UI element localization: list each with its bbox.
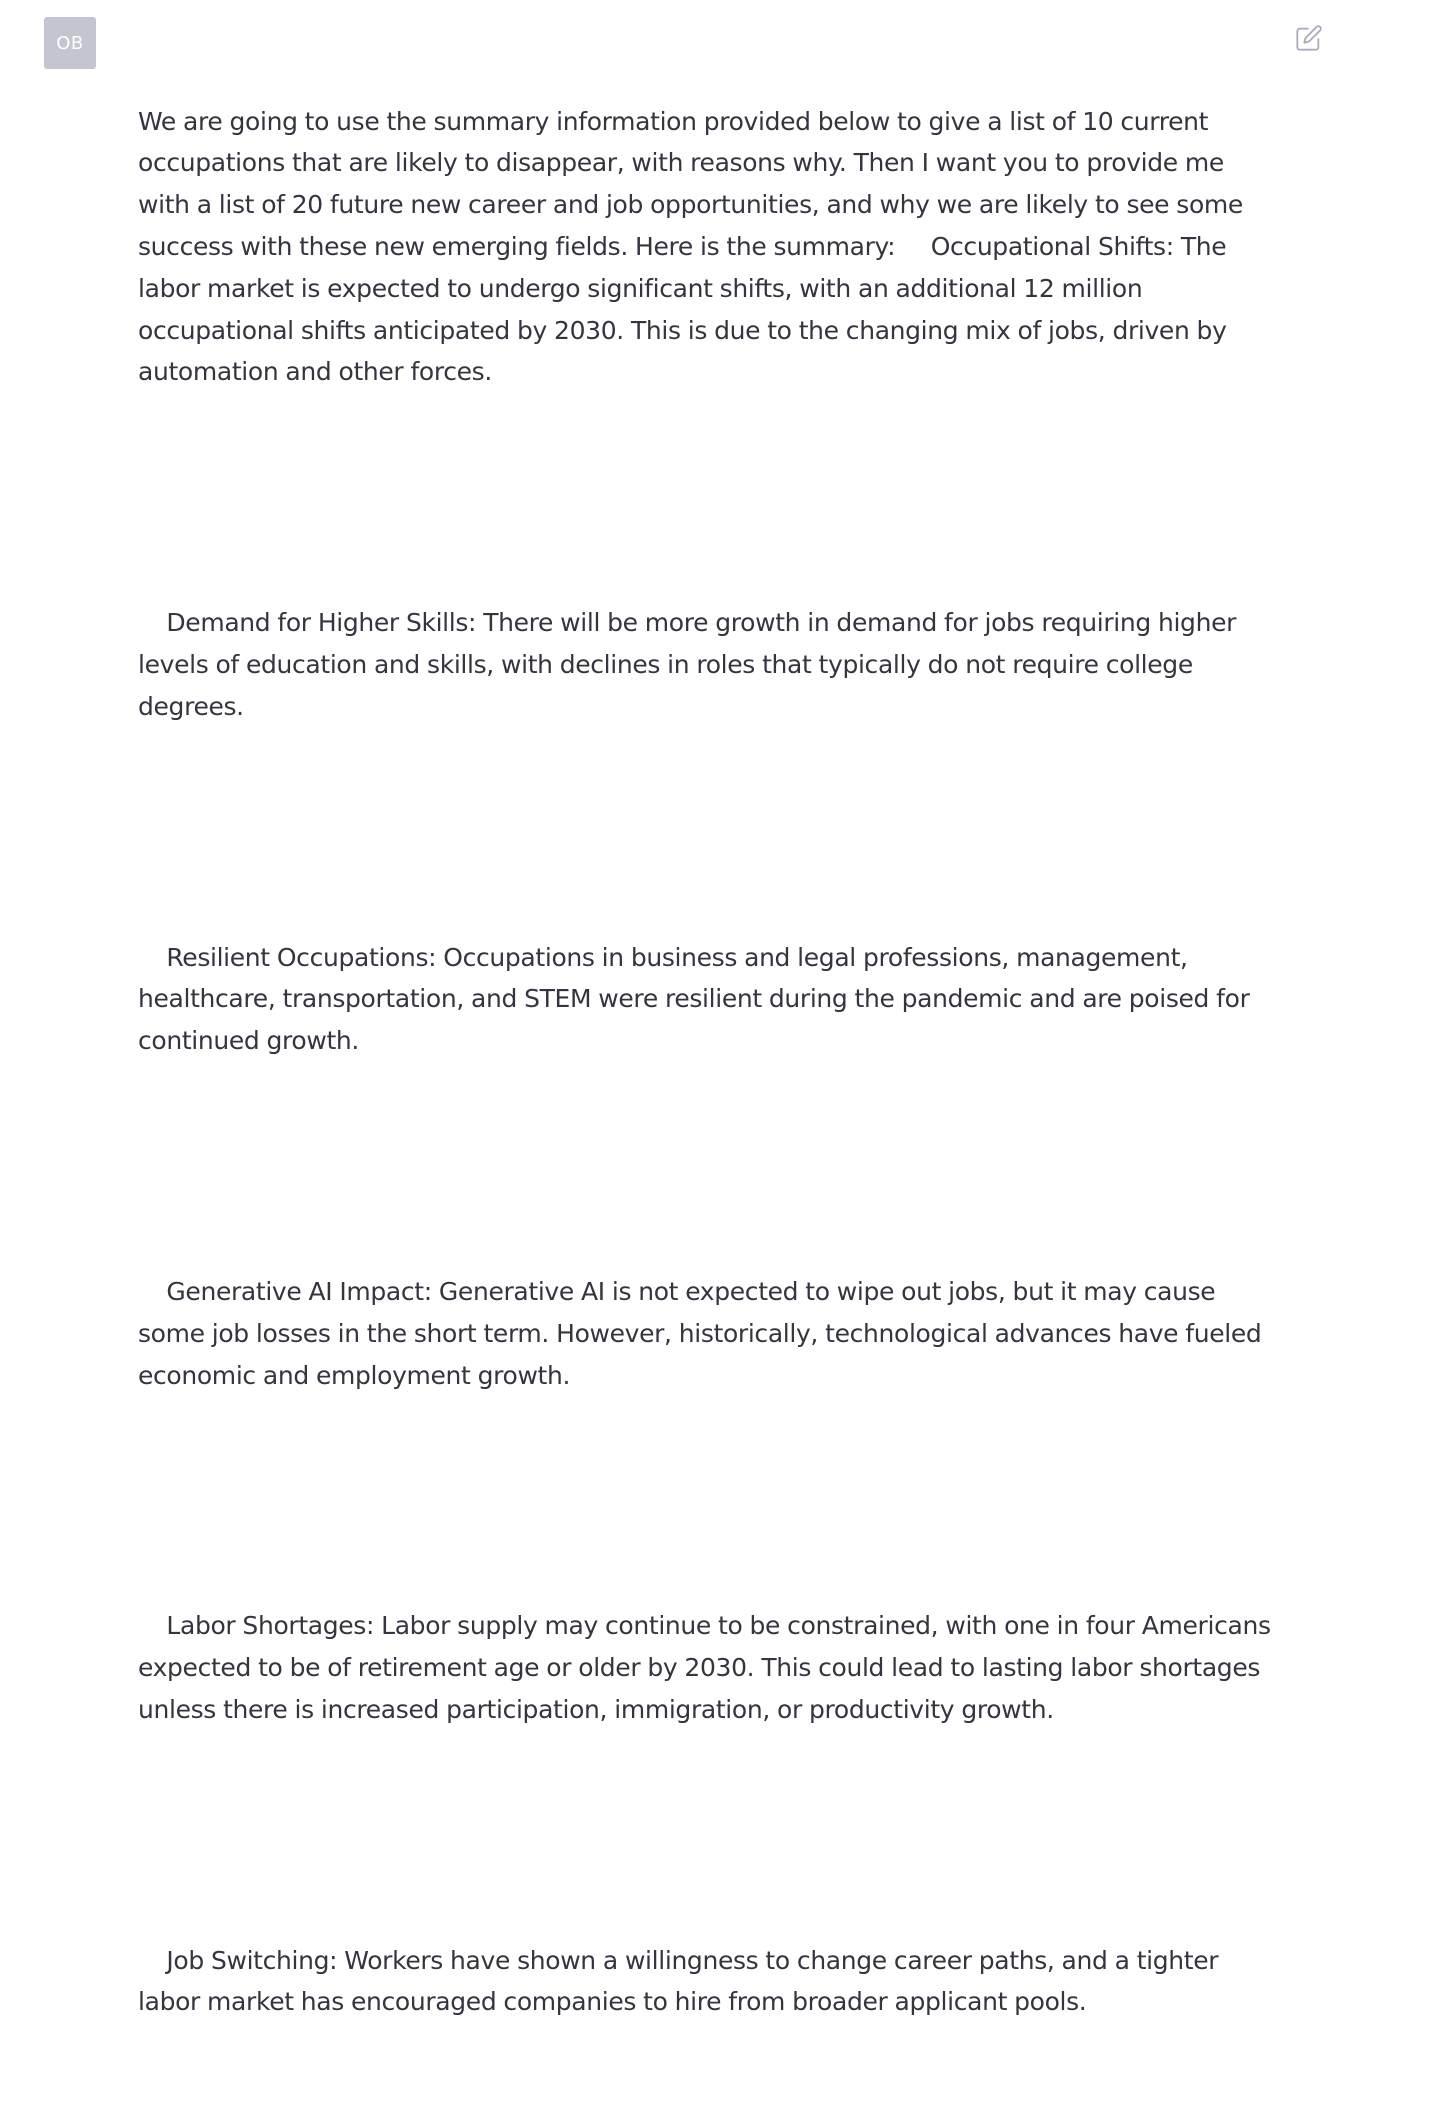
edit-message-button[interactable] <box>1294 23 1324 53</box>
message-paragraph-intro: We are going to use the summary information provided below to give a list of 10 current occupations that are likely to disappear, with reasons why. Then I want you to provide me with a list of 20 future new career and job opportunities, and why we are likely to see some success with these new emerging fields. Here is the summary: Occupational Shifts: The labor market is expected to undergo significant shifts, with an additional 12 million occupational shifts anticipated by 2030. This is due to the changing mix of jobs, driven by automation and other forces. <box>138 106 1251 387</box>
paragraph-spacer <box>138 1480 1278 1522</box>
edit-pencil-icon <box>1295 24 1323 52</box>
paragraph-spacer <box>138 811 1278 853</box>
message-paragraph-labor-shortages: Labor Shortages: Labor supply may continue to be constrained, with one in four Americans expected to be of retirement age or older by 2030. This could lead to lasting labor shortages unless there is increased participation, immigration, or productivity growth. <box>138 1611 1278 1724</box>
user-avatar: OB <box>44 17 96 69</box>
message-paragraph-higher-skills: Demand for Higher Skills: There will be more growth in demand for jobs requiring higher levels of education and skills, with declines in roles that typically do not require college degrees. <box>138 608 1244 721</box>
message-text <box>138 17 1278 2107</box>
paragraph-spacer <box>138 477 1278 519</box>
message-paragraph-generative-ai: Generative AI Impact: Generative AI is not expected to wipe out jobs, but it may cause some job losses in the short term. However, historically, technological advances have fueled economic and employment growth. <box>138 1276 1269 1390</box>
paragraph-spacer <box>138 1146 1278 1188</box>
paragraph-spacer <box>138 1814 1278 1856</box>
message-paragraph-job-switching: Job Switching: Workers have shown a willingness to change career paths, and a tighter labor market has encouraged companies to hire from broader applicant pools. <box>138 1945 1226 2017</box>
message-paragraph-resilient-occupations: Resilient Occupations: Occupations in business and legal professions, management, healthcare, transportation, and STEM were resilient during the pandemic and are poised for continued growth. <box>138 942 1257 1056</box>
